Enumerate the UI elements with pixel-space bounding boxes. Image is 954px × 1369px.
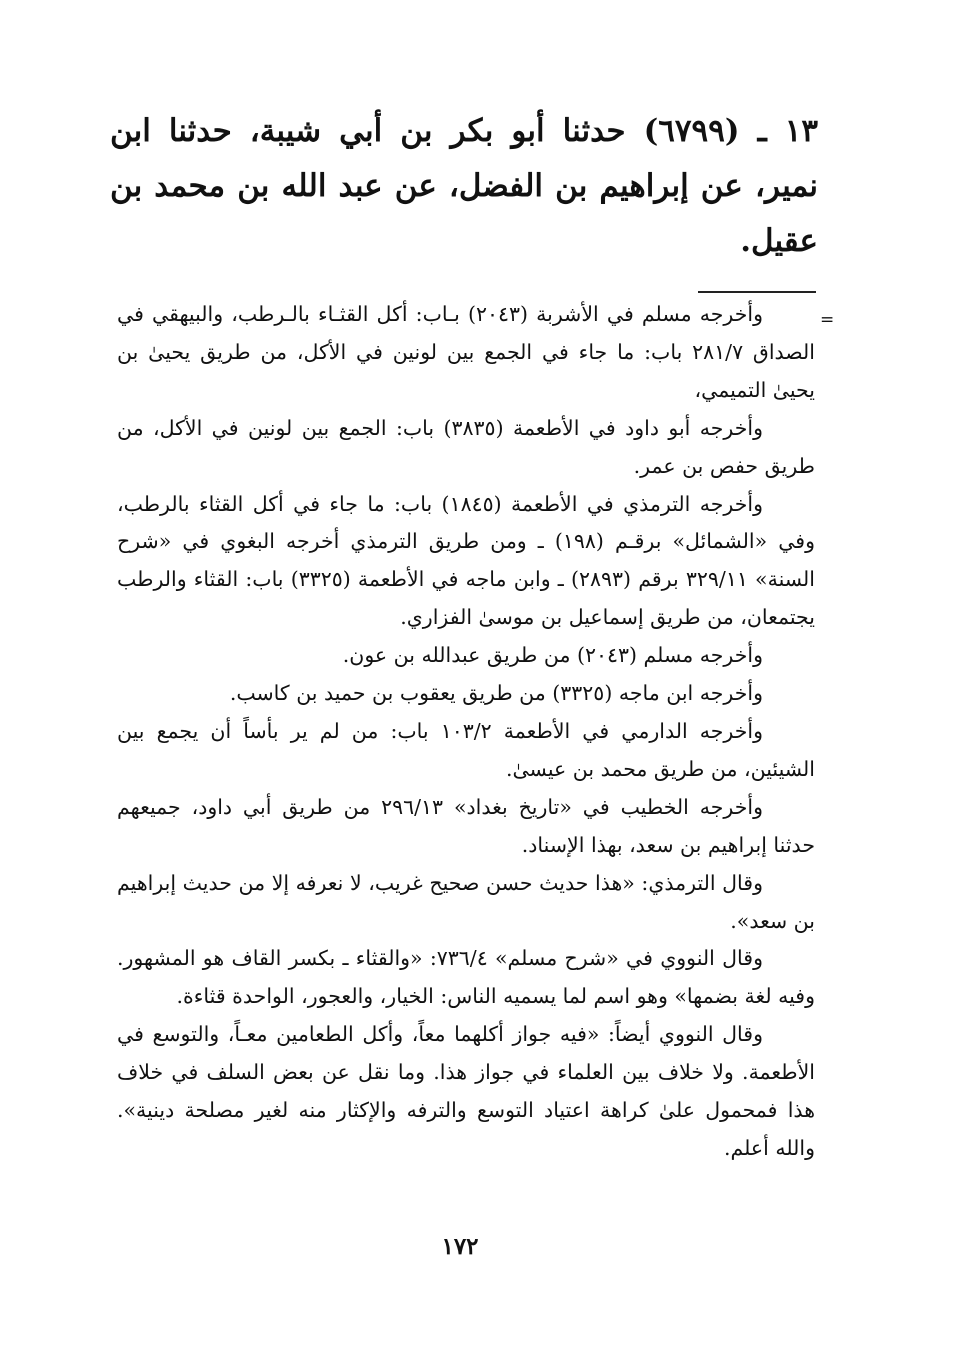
- footnote-paragraph: وقال النووي في «شرح مسلم» ٧٣٦/٤: «والقثاء ـ بكسر القاف هو المشهور. وفيه لغة بضمها» وهو اسم لما يسميه الناس: الخيار، والعجور، الواحدة قثاءة.: [117, 946, 815, 1009]
- footnotes: [117, 296, 815, 1168]
- footnote-continuation-mark: =: [820, 310, 835, 330]
- page-number: ١٧٢: [441, 1233, 479, 1260]
- hadith-text: ١٣ ـ (٦٧٩٩) حدثنا أبو بكر بن أبي شيبة، حدثنا ابن نمير، عن إبراهيم بن الفضل، عن عبد الله بن محمد بن عقيل.: [110, 113, 818, 259]
- footnote-paragraph: وأخرجه أبو داود في الأطعمة (٣٨٣٥) باب: الجمع بين لونين في الأكل، من طريق حفص بن عمر.: [117, 415, 815, 478]
- footnote-separator: [698, 291, 816, 293]
- footnote-paragraph: وقال الترمذي: «هذا حديث حسن صحيح غريب، لا نعرفه إلا من حديث إبراهيم بن سعد».: [117, 870, 815, 933]
- footnote-paragraph: وأخرجه مسلم (٢٠٤٣) من طريق عبدالله بن عون.: [342, 643, 763, 668]
- footnote-paragraph: وأخرجه ابن ماجه (٣٣٢٥) من طريق يعقوب بن حميد بن كاسب.: [229, 681, 763, 706]
- footnote-paragraph: وأخرجه الدارمي في الأطعمة ١٠٣/٢ باب: من لم ير بأساً أن يجمع بين الشيئين، من طريق محمد بن عيسىٰ.: [117, 718, 815, 781]
- footnote-paragraph: وقال النووي أيضاً: «فيه جواز أكلهما معاً، وأكل الطعامين معـاً، والتوسع في الأطعمة. ولا خلاف بين العلماء في جواز هذا. وما نقل عن بعض السلف في خلاف هذا فمحمول علىٰ كراهة اعتياد التوسع والترفه والإكثار منه لغير مصلحة دينية». والله أعلم.: [117, 1022, 816, 1160]
- footnote-paragraph: وأخرجه مسلم في الأشربة (٢٠٤٣) بـاب: أكل القثـاء بالـرطب، والبيهقي في الصداق ٢٨١/٧ باب: ما جاء في الجمع بين لونين في الأكل، من طريق يحيىٰ بن يحيىٰ التميمي،: [117, 302, 815, 402]
- footnote-paragraph: وأخرجه الخطيب في «تاريخ بغداد» ٢٩٦/١٣ من طريق أبي داود، جميعهم حدثنا إبراهيم بن سعد، بهذا الإسناد.: [117, 794, 815, 857]
- footnote-paragraph: وأخرجه الترمذي في الأطعمة (١٨٤٥) باب: ما جاء في أكل القثاء بالرطب، وفي «الشمائل» برقـم (١٩٨) ـ ومن طريق الترمذي أخرجه البغوي في «شرح السنة» ٣٢٩/١١ برقم (٢٨٩٣) ـ وابن ماجه في الأطعمة (٣٣٢٥) باب: القثاء والرطب يجتمعان، من طريق إسماعيل بن موسىٰ الفزاري.: [117, 491, 815, 630]
